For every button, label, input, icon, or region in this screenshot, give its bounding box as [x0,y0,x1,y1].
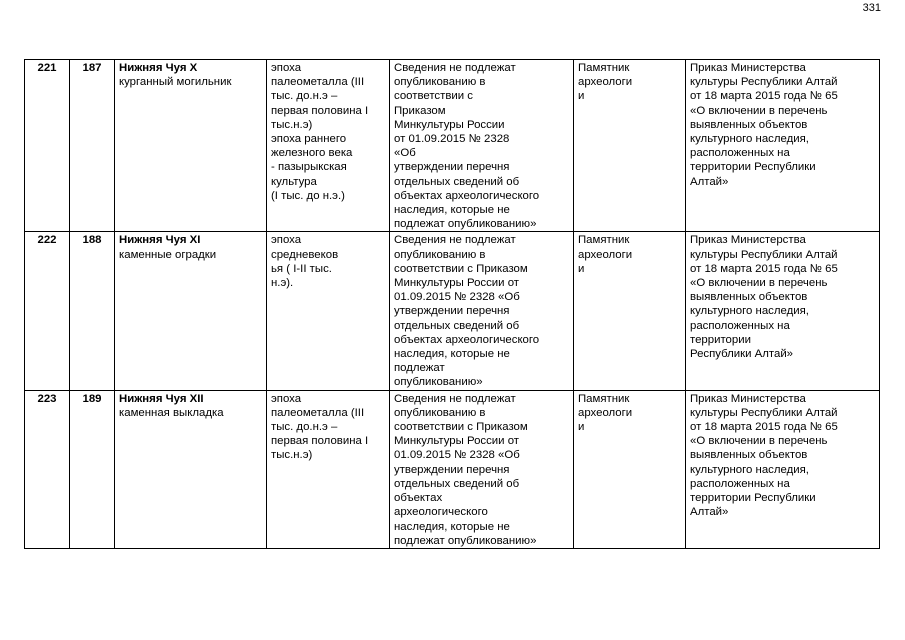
order-cell [686,232,880,390]
object-cell [115,390,267,548]
order-cell [686,60,880,232]
table-row [25,232,880,390]
order-cell [686,390,880,548]
dating-cell [267,390,390,548]
dating-cell [267,60,390,232]
info-cell [390,232,574,390]
row-number: 222 [25,232,70,390]
order-text: Приказ Министерства культуры Республики Алтай от 18 марта 2015 года № 65 «О включении в перечень выявленных объектов культурного наследия, расположенных на территории Республики Алтай» [690,234,838,361]
dating-text: эпоха палеометалла (III тыс. до.н.э – первая половина I тыс.н.э) эпоха раннего железного века - пазырыкская культура (I тыс. до н.э.) [271,62,369,202]
category-cell [574,390,686,548]
info-text: Сведения не подлежат опубликованию в соответствии с Приказом Минкультуры России от 01.09.2015 № 2328 «Об утверждении перечня отдельных сведений об объектах археологического наследия, которые не подлежат опубликованию» [394,234,540,389]
heritage-registry-table [24,59,880,549]
table-row [25,60,880,232]
sub-number: 188 [70,232,115,390]
page-number: 331 [862,2,881,14]
sub-number: 187 [70,60,115,232]
sub-number: 189 [70,390,115,548]
object-type: каменные оградки [119,248,217,261]
object-cell [115,232,267,390]
object-name: Нижняя Чуя X [119,62,198,74]
category-cell [574,232,686,390]
dating-text: эпоха средневеков ья ( I-II тыс. н.э). [271,234,339,290]
info-cell [390,60,574,232]
category-text: Памятник археологи и [578,62,633,103]
dating-cell [267,232,390,390]
info-text: Сведения не подлежат опубликованию в соответствии с Приказом Минкультуры России от 01.09.2015 № 2328 «Об утверждении перечня отдельных сведений об объектах археологического наследия, которые не подлежат опубликованию» [394,62,540,231]
object-cell [115,60,267,232]
dating-text: эпоха палеометалла (III тыс. до.н.э – первая половина I тыс.н.э) [271,392,369,462]
object-type: курганный могильник [119,76,232,89]
info-cell [390,390,574,548]
category-cell [574,60,686,232]
info-text: Сведения не подлежат опубликованию в соответствии с Приказом Минкультуры России от 01.09.2015 № 2328 «Об утверждении перечня отдельных сведений об объектах археологического наследия, которые не подлежат опубликованию» [394,392,537,547]
object-name: Нижняя Чуя XI [119,234,201,247]
order-text: Приказ Министерства культуры Республики Алтай от 18 марта 2015 года № 65 «О включении в перечень выявленных объектов культурного наследия, расположенных на территории Республики Алтай» [690,392,838,519]
object-type: каменная выкладка [119,406,224,419]
category-text: Памятник археологи и [578,392,633,434]
row-number: 223 [25,390,70,548]
row-number: 221 [25,60,70,232]
category-text: Памятник археологи и [578,234,633,275]
order-text: Приказ Министерства культуры Республики Алтай от 18 марта 2015 года № 65 «О включении в перечень выявленных объектов культурного наследия, расположенных на территории Республики Алтай» [690,62,838,188]
table-row [25,390,880,548]
object-name: Нижняя Чуя XII [119,392,204,405]
